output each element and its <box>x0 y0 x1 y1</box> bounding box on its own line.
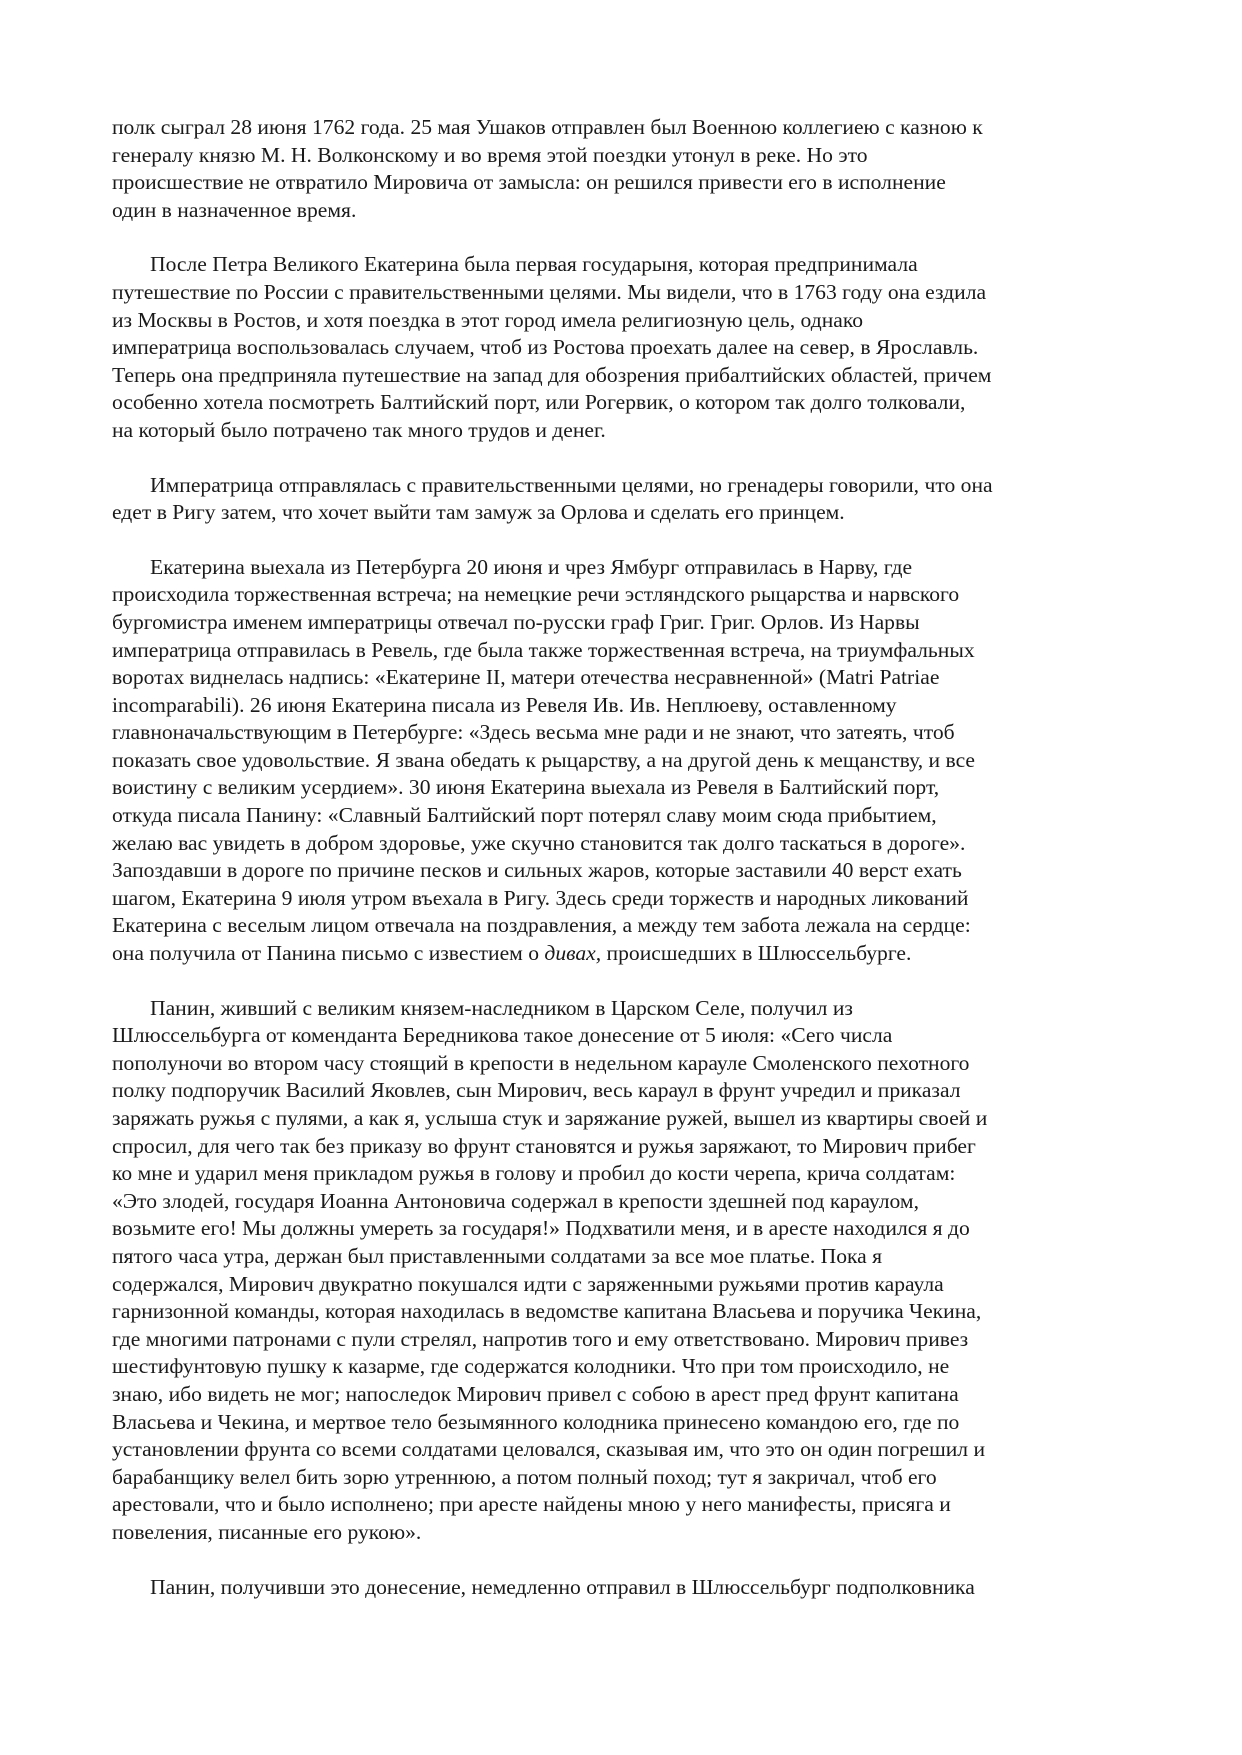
text-line: Власьева и Чекина, и мертвое тело безымянного колодника принесено командою его, где по <box>112 1409 960 1434</box>
text-line: Панин, живший с великим князем-наследником в Царском Селе, получил из <box>150 995 853 1020</box>
paragraph-4 <box>112 554 1132 968</box>
text-line: полк сыграл 28 июня 1762 года. 25 мая Ушаков отправлен был Военною коллегиею с казною к <box>112 115 983 139</box>
text-line: Екатерина выехала из Петербурга 20 июня и чрез Ямбург отправилась в Нарву, где <box>150 554 913 579</box>
paragraph-6 <box>112 1574 1132 1602</box>
italic-word: дивах, <box>544 941 602 966</box>
text-line: из Москвы в Ростов, и хотя поездка в этот город имела религиозную цель, однако <box>112 307 864 332</box>
paragraph-1 <box>112 114 1132 224</box>
text-line <box>112 940 1132 968</box>
text-line: показать свое удовольствие. Я звана обедать к рыцарству, а на другой день к мещанству, и все <box>112 747 976 772</box>
text-segment: происшедших в Шлюссельбурге. <box>601 941 912 966</box>
text-line: гарнизонной команды, которая находилась в ведомстве капитана Власьева и поручика Чекина, <box>112 1299 982 1324</box>
text-line: едет в Ригу затем, что хочет выйти там замуж за Орлова и сделать его принцем. <box>112 500 845 525</box>
paragraph-2 <box>112 251 1132 444</box>
text-line: установлении фрунта со всеми солдатами целовался, сказывая им, что это он один погрешил и <box>112 1437 986 1462</box>
paragraph-3 <box>112 472 1132 527</box>
text-line: императрица воспользовалась случаем, чтоб из Ростова проехать далее на север, в Ярославль. <box>112 335 979 360</box>
text-line: происшествие не отвратило Мировича от замысла: он решился привести его в исполнение <box>112 170 946 195</box>
text-line: пополуночи во втором часу стоящий в крепости в недельном карауле Смоленского пехотного <box>112 1050 970 1075</box>
text-line: пятого часа утра, держан был приставленными солдатами за все мое платье. Пока я <box>112 1243 883 1268</box>
text-line: incomparabili). 26 июня Екатерина писала из Ревеля Ив. Ив. Неплюеву, оставленному <box>112 692 897 717</box>
text-line: знаю, ибо видеть не мог; напоследок Мирович привел с собою в арест пред фрунт капитана <box>112 1381 959 1406</box>
text-line: барабанщику велел бить зорю утреннюю, а потом полный поход; тут я закричал, чтоб его <box>112 1464 937 1489</box>
text-line: спросил, для чего так без приказу во фрунт становятся и ружья заряжают, то Мирович прибег <box>112 1133 976 1158</box>
text-line: полку подпоручик Василий Яковлев, сын Мирович, весь караул в фрунт учредил и приказал <box>112 1078 961 1103</box>
paragraph-5 <box>112 995 1132 1547</box>
text-line: Теперь она предприняла путешествие на запад для обозрения прибалтийских областей, причем <box>112 362 992 387</box>
text-line: императрица отправилась в Ревель, где была также торжественная встреча, на триумфальных <box>112 637 975 662</box>
text-line: воротах виднелась надпись: «Екатерине II, матери отечества несравненной» (Matri Patriae <box>112 665 940 690</box>
text-line: бургомистра именем императрицы отвечал по-русски граф Григ. Григ. Орлов. Из Нарвы <box>112 609 920 634</box>
text-line: путешествие по России с правительственными целями. Мы видели, что в 1763 году она ездила <box>112 279 987 304</box>
text-line: «Это злодей, государя Иоанна Антоновича содержал в крепости здешней под караулом, <box>112 1188 919 1213</box>
text-line: возьмите его! Мы должны умереть за государя!» Подхватили меня, и в аресте находился я до <box>112 1216 970 1241</box>
text-line: Шлюссельбурга от коменданта Бередникова такое донесение от 5 июля: «Сего числа <box>112 1023 893 1048</box>
text-line: откуда писала Панину: «Славный Балтийский порт потерял славу моим сюда прибытием, <box>112 803 937 828</box>
text-line: Запоздавши в дороге по причине песков и сильных жаров, которые заставили 40 верст ехать <box>112 858 962 883</box>
text-line: главноначальствующим в Петербурге: «Здесь весьма мне ради и не знают, что затеять, чтоб <box>112 720 955 745</box>
text-line: на который было потрачено так много трудов и денег. <box>112 417 606 442</box>
text-line: повеления, писанные его рукою». <box>112 1519 422 1544</box>
text-line: Императрица отправлялась с правительственными целями, но гренадеры говорили, что она <box>150 472 993 497</box>
text-line: воистину с великим усердием». 30 июня Екатерина выехала из Ревеля в Балтийский порт, <box>112 775 940 800</box>
text-line: происходила торжественная встреча; на немецкие речи эстляндского рыцарства и нарвского <box>112 582 960 607</box>
text-line: Екатерина с веселым лицом отвечала на поздравления, а между тем забота лежала на сердце: <box>112 913 971 938</box>
text-line: ко мне и ударил меня прикладом ружья в голову и пробил до кости черепа, крича солдатам: <box>112 1161 956 1186</box>
text-line: один в назначенное время. <box>112 197 357 222</box>
text-line: шагом, Екатерина 9 июля утром въехала в Ригу. Здесь среди торжеств и народных ликований <box>112 885 969 910</box>
text-segment: она получила от Панина письмо с известием о <box>112 941 545 966</box>
text-line: заряжать ружья с пулями, а как я, услыша стук и заряжание ружей, вышел из квартиры своей и <box>112 1106 988 1130</box>
text-line: где многими патронами с пули стрелял, напротив того и ему ответствовано. Мирович привез <box>112 1326 969 1351</box>
text-line: содержался, Мирович двукратно покушался идти с заряженными ружьями против караула <box>112 1271 944 1296</box>
text-line: После Петра Великого Екатерина была первая государыня, которая предпринимала <box>150 252 918 277</box>
document-page <box>112 114 1132 1601</box>
text-line: Панин, получивши это донесение, немедленно отправил в Шлюссельбург подполковника <box>150 1574 975 1599</box>
text-line: желаю вас увидеть в добром здоровье, уже скучно становится так долго таскаться в дороге». <box>112 830 966 855</box>
text-line: особенно хотела посмотреть Балтийский порт, или Рогервик, о котором так долго толковали, <box>112 390 966 415</box>
text-line: шестифунтовую пушку к казарме, где содержатся колодники. Что при том происходило, не <box>112 1354 950 1379</box>
text-line: генералу князю М. Н. Волконскому и во время этой поездки утонул в реке. Но это <box>112 142 868 167</box>
text-line: арестовали, что и было исполнено; при аресте найдены мною у него манифесты, присяга и <box>112 1492 951 1517</box>
